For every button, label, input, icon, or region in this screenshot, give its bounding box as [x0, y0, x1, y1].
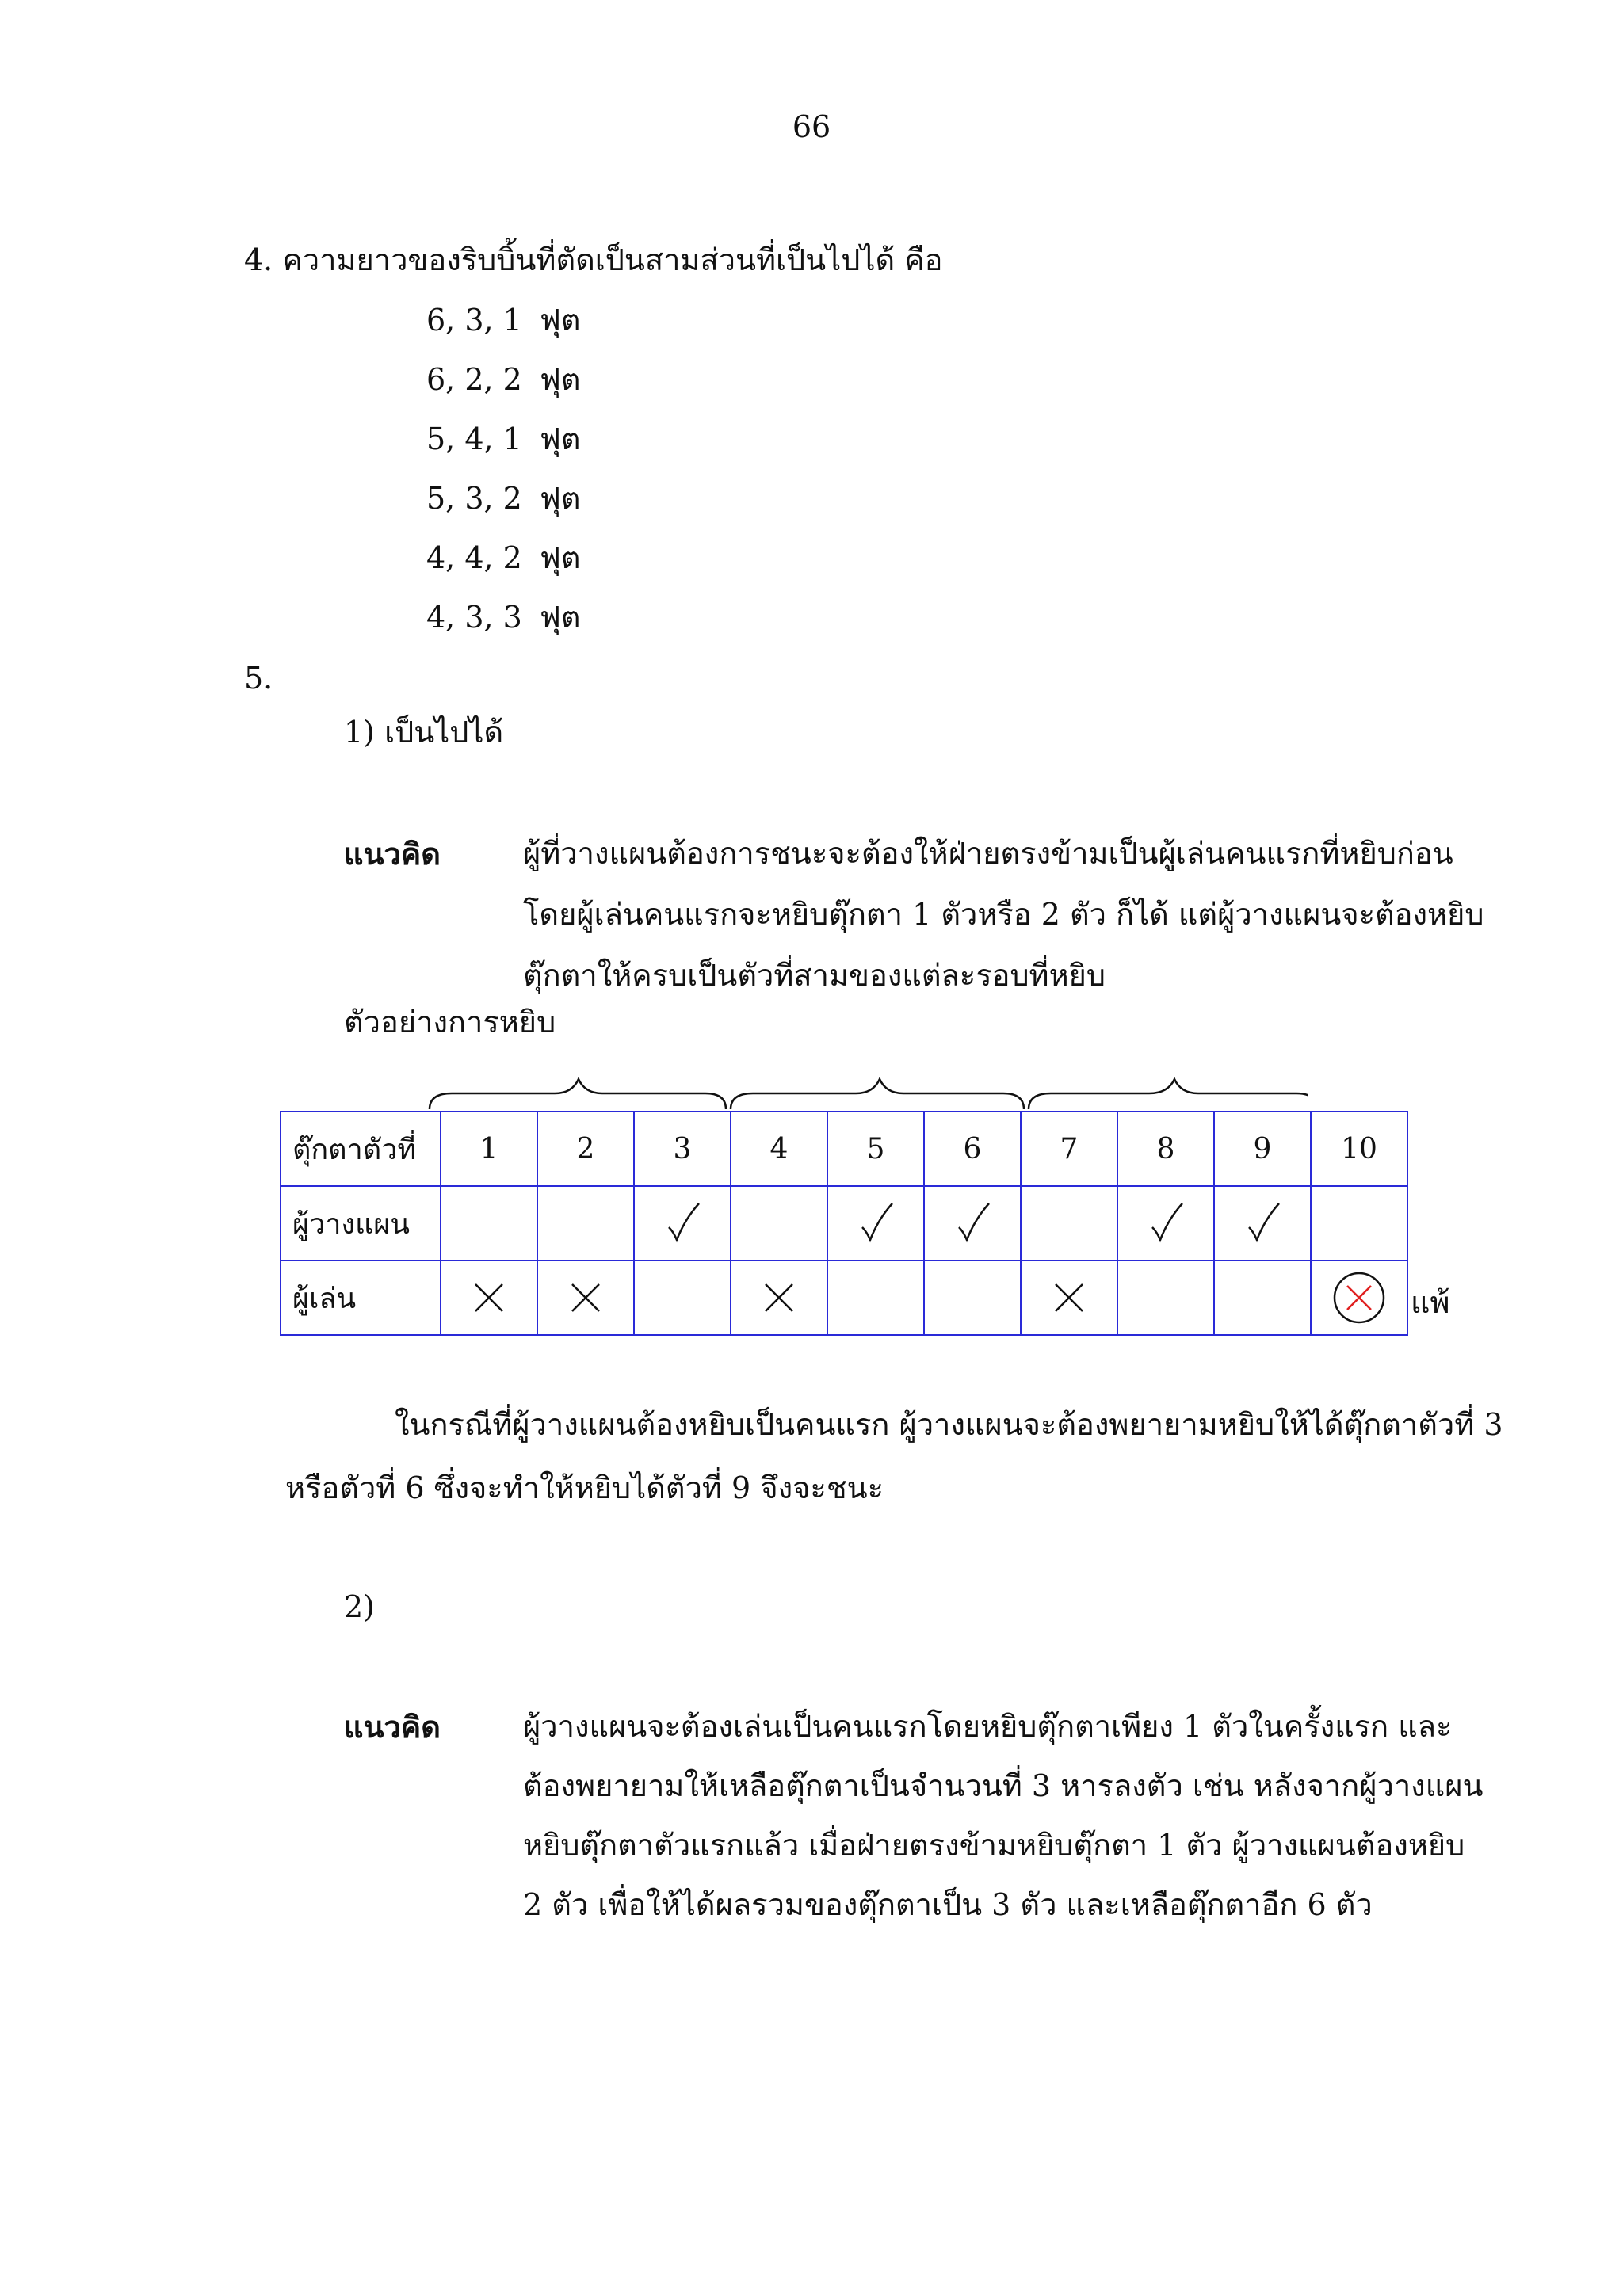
circled-cross-icon: [1331, 1270, 1387, 1325]
q5-part2-label: 2): [344, 1589, 376, 1624]
player-pick-cell: [827, 1261, 924, 1335]
brace-group-1: [430, 1079, 726, 1109]
planner-pick-cell: [827, 1186, 924, 1261]
q5-part1-label: 1) เป็นไปได้: [344, 715, 504, 749]
cross-icon: [751, 1270, 807, 1325]
page-number: 66: [792, 109, 831, 144]
doll-number: 1: [441, 1112, 537, 1186]
brace-group-2: [731, 1079, 1024, 1109]
concept-line: ต้องพยายามให้เหลือตุ๊กตาเป็นจำนวนที่ 3 หารลงตัว เช่น หลังจากผู้วางแผน: [523, 1768, 1484, 1803]
concept-line: 2 ตัว เพื่อให้ได้ผลรวมของตุ๊กตาเป็น 3 ตัว และเหลือตุ๊กตาอีก 6 ตัว: [523, 1887, 1373, 1922]
planner-pick-cell: [1311, 1186, 1407, 1261]
option-value: 5, 4, 1: [426, 421, 522, 456]
q4-option: [426, 362, 580, 399]
table-row-player: [281, 1261, 1407, 1335]
planner-pick-cell: [1214, 1186, 1311, 1261]
player-pick-cell: [1311, 1261, 1407, 1335]
planner-pick-cell: [1021, 1186, 1117, 1261]
concept-label: แนวคิด: [344, 836, 441, 871]
player-pick-cell: [441, 1261, 537, 1335]
concept-line: หยิบตุ๊กตาตัวแรกแล้ว เมื่อฝ่ายตรงข้ามหยิบตุ๊กตา 1 ตัว ผู้วางแผนต้องหยิบ: [523, 1828, 1465, 1863]
doll-number: 9: [1214, 1112, 1311, 1186]
row-header: ผู้เล่น: [281, 1261, 441, 1335]
option-value: 5, 3, 2: [426, 481, 522, 516]
concept-line: โดยผู้เล่นคนแรกจะหยิบตุ๊กตา 1 ตัวหรือ 2 ตัว ก็ได้ แต่ผู้วางแผนจะต้องหยิบ: [523, 897, 1484, 932]
check-icon: [655, 1196, 710, 1251]
player-pick-cell: [537, 1261, 634, 1335]
check-icon: [848, 1196, 903, 1251]
brace-group-3: [1029, 1079, 1308, 1109]
planner-pick-cell: [634, 1186, 731, 1261]
q4-option: [426, 481, 580, 517]
doll-number: 2: [537, 1112, 634, 1186]
check-icon: [1235, 1196, 1290, 1251]
q4-option: [426, 421, 580, 458]
planner-pick-cell: [924, 1186, 1021, 1261]
concept-line: ผู้วางแผนจะต้องเล่นเป็นคนแรกโดยหยิบตุ๊กตาเพียง 1 ตัวในครั้งแรก และ: [523, 1709, 1453, 1744]
concept-line: ผู้ที่วางแผนต้องการชนะจะต้องให้ฝ่ายตรงข้ามเป็นผู้เล่นคนแรกที่หยิบก่อน: [523, 836, 1453, 871]
doll-number: 7: [1021, 1112, 1117, 1186]
player-pick-cell: [1021, 1261, 1117, 1335]
table-row-numbers: [281, 1112, 1407, 1186]
player-pick-cell: [634, 1261, 731, 1335]
planner-pick-cell: [537, 1186, 634, 1261]
example-label: ตัวอย่างการหยิบ: [344, 1005, 556, 1039]
q5-number: 5.: [244, 661, 273, 696]
q4-title: 4. ความยาวของริบบิ้นที่ตัดเป็นสามส่วนที่เป็นไปได้ คือ: [244, 242, 943, 277]
lose-label: แพ้: [1411, 1285, 1450, 1320]
planner-pick-cell: [1117, 1186, 1214, 1261]
q4-option: [426, 303, 580, 339]
concept-label: แนวคิด: [344, 1709, 441, 1745]
player-pick-cell: [924, 1261, 1021, 1335]
q4-option: [426, 600, 580, 636]
check-icon: [1138, 1196, 1193, 1251]
option-unit: ฟุต: [539, 421, 581, 456]
check-icon: [945, 1196, 1000, 1251]
q4-option: [426, 540, 580, 577]
option-unit: ฟุต: [539, 600, 581, 635]
option-value: 6, 3, 1: [426, 303, 522, 338]
cross-icon: [558, 1270, 613, 1325]
cross-icon: [461, 1270, 517, 1325]
player-pick-cell: [731, 1261, 827, 1335]
cross-icon: [1041, 1270, 1097, 1325]
row-header: ตุ๊กตาตัวที่: [281, 1112, 441, 1186]
doll-number: 3: [634, 1112, 731, 1186]
option-unit: ฟุต: [539, 303, 581, 338]
row-header: ผู้วางแผน: [281, 1186, 441, 1261]
doll-number: 4: [731, 1112, 827, 1186]
planner-pick-cell: [441, 1186, 537, 1261]
option-value: 4, 4, 2: [426, 540, 522, 575]
option-unit: ฟุต: [539, 481, 581, 516]
table-row-planner: [281, 1186, 1407, 1261]
option-unit: ฟุต: [539, 362, 581, 397]
picking-table: [280, 1111, 1408, 1336]
doll-number: 10: [1311, 1112, 1407, 1186]
option-unit: ฟุต: [539, 540, 581, 575]
option-value: 4, 3, 3: [426, 600, 522, 635]
player-pick-cell: [1117, 1261, 1214, 1335]
doll-number: 6: [924, 1112, 1021, 1186]
case-paragraph-line: หรือตัวที่ 6 ซึ่งจะทำให้หยิบได้ตัวที่ 9 จึงจะชนะ: [285, 1470, 884, 1505]
case-paragraph-line: ในกรณีที่ผู้วางแผนต้องหยิบเป็นคนแรก ผู้วางแผนจะต้องพยายามหยิบให้ได้ตุ๊กตาตัวที่ 3: [395, 1407, 1503, 1442]
player-pick-cell: [1214, 1261, 1311, 1335]
doll-number: 5: [827, 1112, 924, 1186]
option-value: 6, 2, 2: [426, 362, 522, 397]
doll-number: 8: [1117, 1112, 1214, 1186]
grouping-braces: [420, 1068, 1308, 1112]
concept-line: ตุ๊กตาให้ครบเป็นตัวที่สามของแต่ละรอบที่หยิบ: [523, 958, 1106, 993]
planner-pick-cell: [731, 1186, 827, 1261]
